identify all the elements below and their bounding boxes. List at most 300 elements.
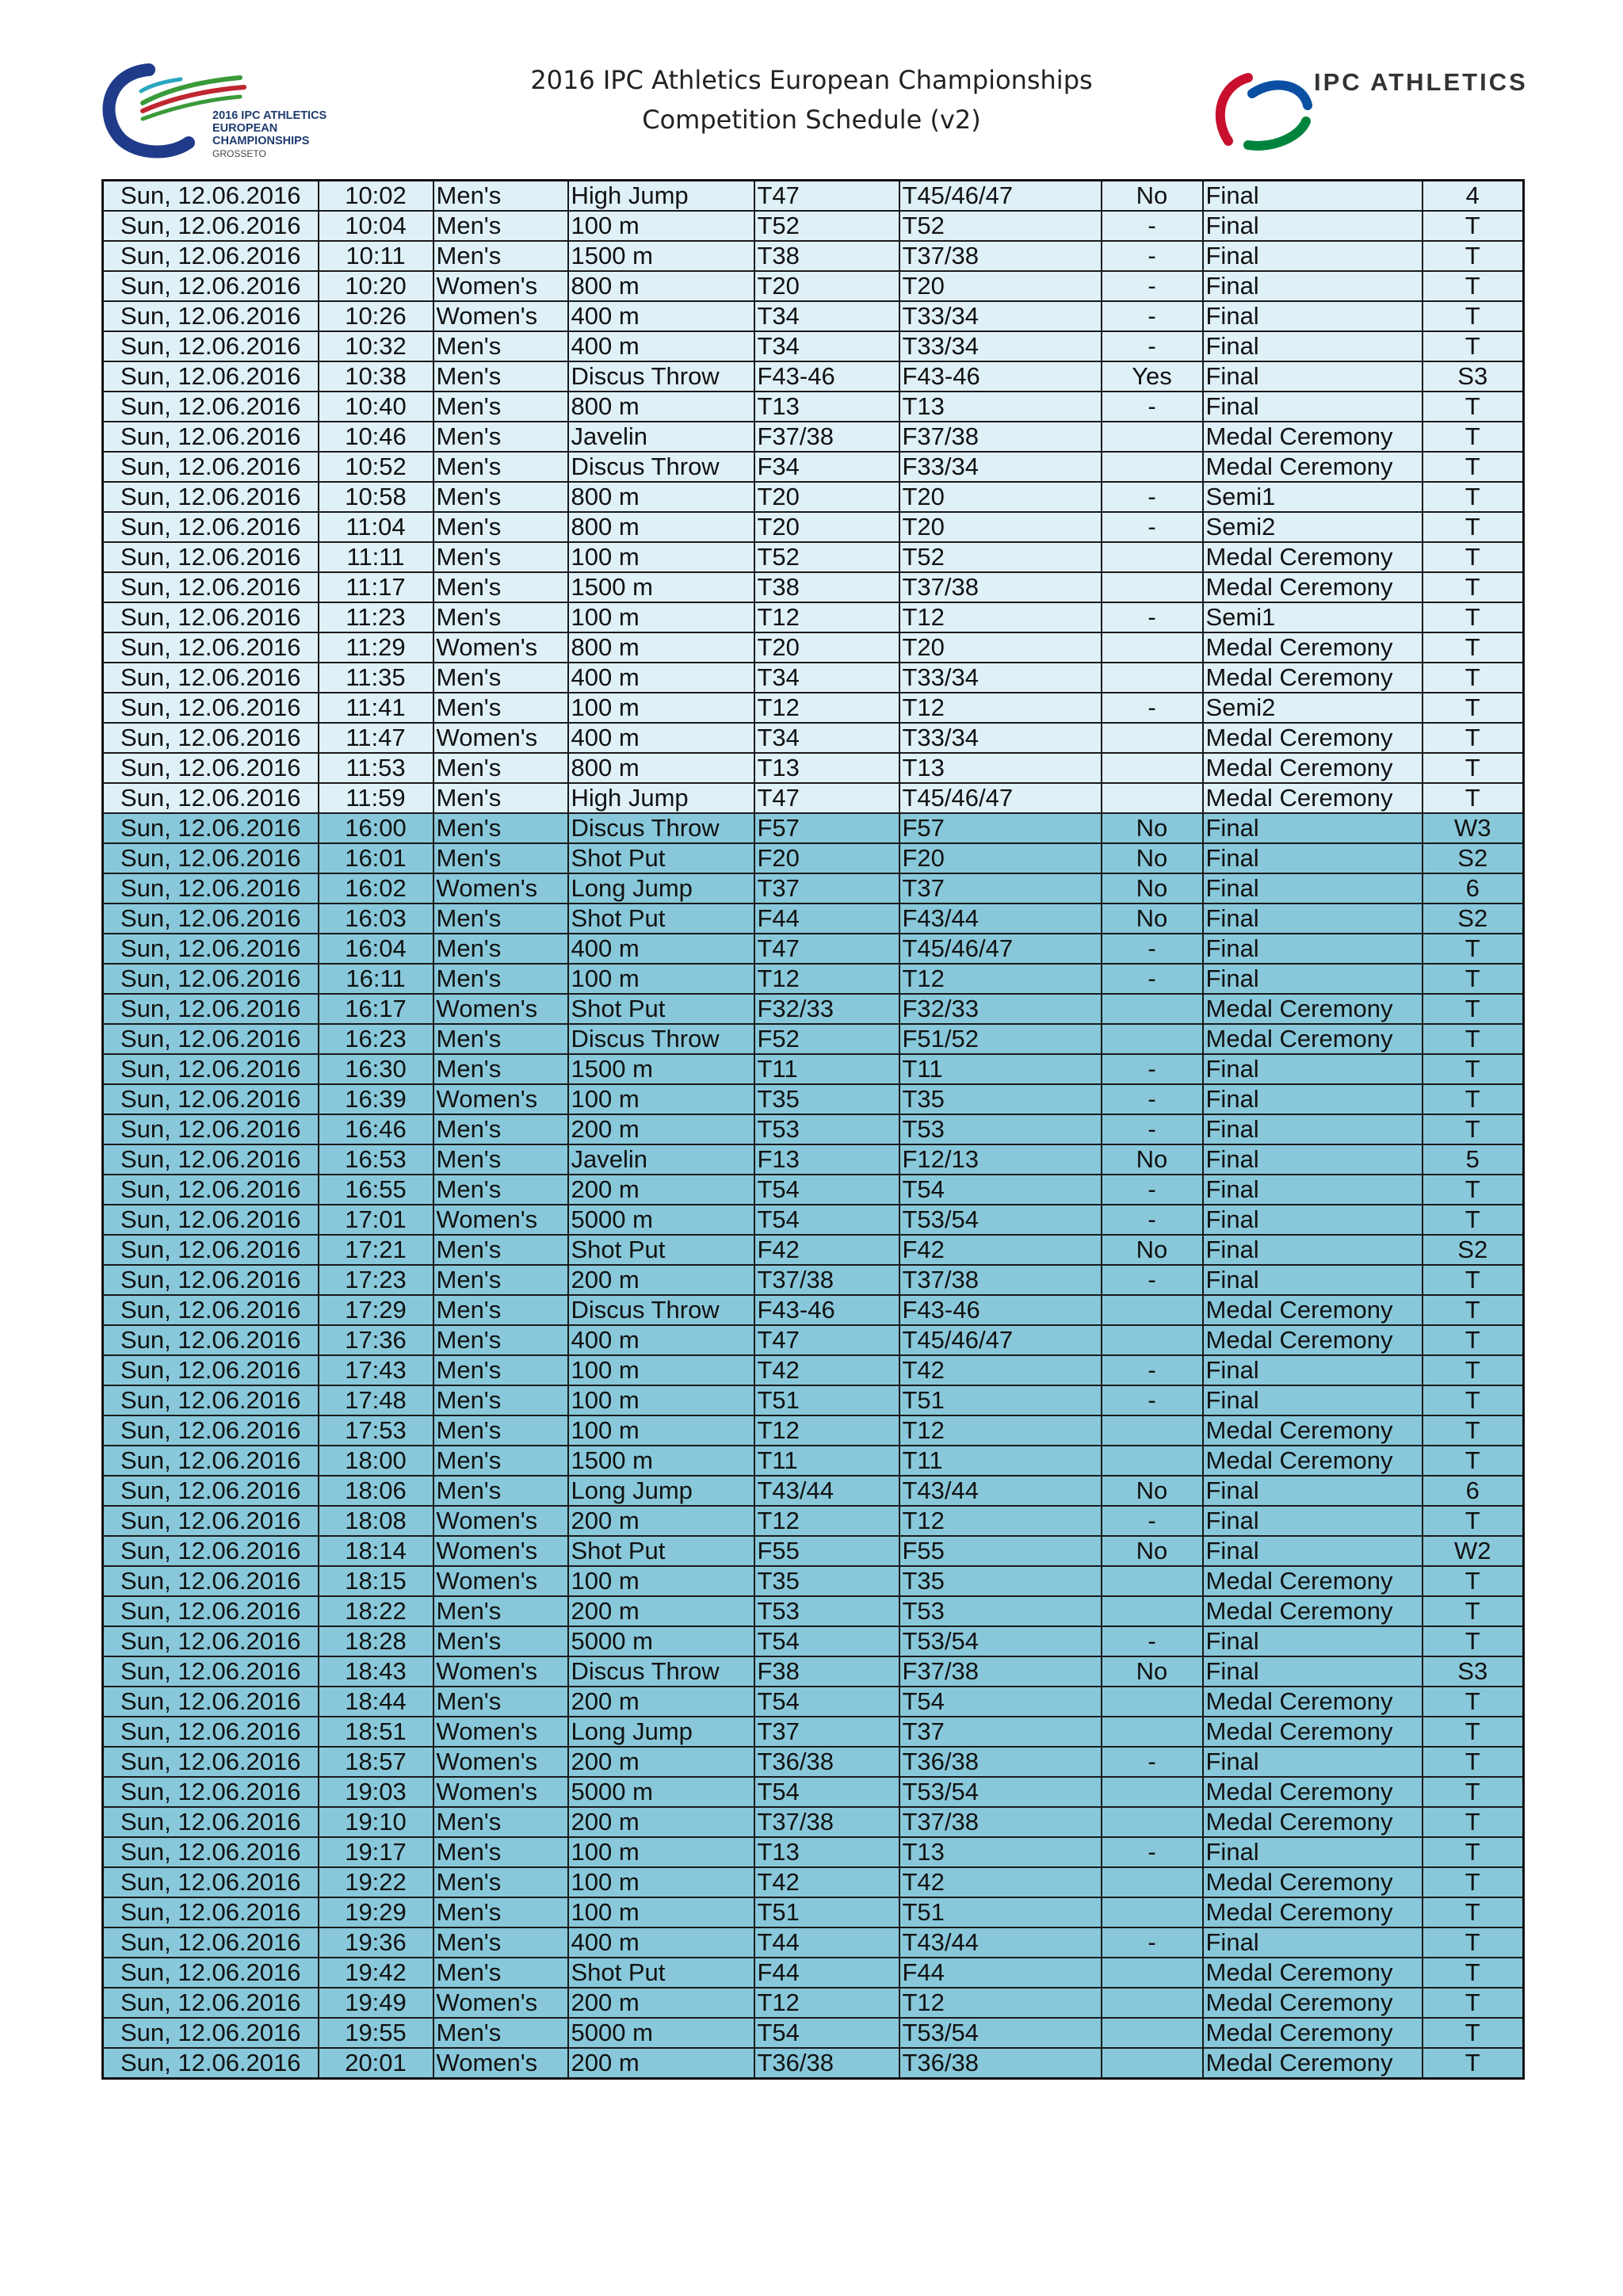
cell-wind: - (1102, 934, 1203, 964)
cell-gender: Women's (433, 1747, 568, 1777)
cell-location: T (1423, 512, 1524, 542)
cell-date: Sun, 12.06.2016 (103, 361, 319, 392)
cell-wind: - (1102, 1265, 1203, 1295)
cell-gender: Men's (433, 1175, 568, 1205)
cell-wind: No (1102, 1144, 1203, 1175)
cell-date: Sun, 12.06.2016 (103, 1626, 319, 1656)
cell-time: 19:42 (319, 1958, 433, 1988)
cell-event: Shot Put (568, 1958, 754, 1988)
cell-class: T51 (754, 1897, 899, 1927)
cell-round: Medal Ceremony (1203, 1566, 1423, 1596)
cell-round: Medal Ceremony (1203, 1596, 1423, 1626)
cell-time: 19:17 (319, 1837, 433, 1867)
table-row (103, 1024, 1524, 1054)
cell-date: Sun, 12.06.2016 (103, 1385, 319, 1415)
cell-round: Final (1203, 1084, 1423, 1114)
cell-location: T (1423, 994, 1524, 1024)
cell-date: Sun, 12.06.2016 (103, 783, 319, 813)
cell-date: Sun, 12.06.2016 (103, 693, 319, 723)
cell-time: 11:41 (319, 693, 433, 723)
cell-date: Sun, 12.06.2016 (103, 331, 319, 361)
table-row (103, 602, 1524, 632)
cell-round: Final (1203, 1837, 1423, 1867)
cell-date: Sun, 12.06.2016 (103, 572, 319, 602)
cell-round: Semi2 (1203, 512, 1423, 542)
cell-round: Medal Ceremony (1203, 2018, 1423, 2048)
cell-event: Shot Put (568, 904, 754, 934)
cell-time: 11:23 (319, 602, 433, 632)
cell-gender: Men's (433, 422, 568, 452)
cell-round: Semi1 (1203, 602, 1423, 632)
cell-date: Sun, 12.06.2016 (103, 1777, 319, 1807)
cell-date: Sun, 12.06.2016 (103, 1596, 319, 1626)
cell-class: T20 (754, 512, 899, 542)
cell-round: Final (1203, 813, 1423, 843)
cell-gender: Men's (433, 964, 568, 994)
cell-class: F20 (754, 843, 899, 873)
cell-wind (1102, 422, 1203, 452)
cell-classes: T33/34 (899, 301, 1102, 331)
table-row (103, 1566, 1524, 1596)
cell-class: T13 (754, 753, 899, 783)
cell-date: Sun, 12.06.2016 (103, 1897, 319, 1927)
cell-classes: T52 (899, 211, 1102, 241)
cell-event: 100 m (568, 542, 754, 572)
cell-gender: Men's (433, 211, 568, 241)
cell-date: Sun, 12.06.2016 (103, 1235, 319, 1265)
cell-classes: T20 (899, 632, 1102, 663)
cell-time: 17:36 (319, 1325, 433, 1355)
cell-date: Sun, 12.06.2016 (103, 1355, 319, 1385)
cell-wind: No (1102, 181, 1203, 212)
cell-location: T (1423, 1717, 1524, 1747)
table-row (103, 1717, 1524, 1747)
cell-class: F52 (754, 1024, 899, 1054)
cell-class: F43-46 (754, 1295, 899, 1325)
table-row (103, 271, 1524, 301)
cell-gender: Men's (433, 783, 568, 813)
cell-gender: Men's (433, 181, 568, 212)
cell-gender: Men's (433, 331, 568, 361)
cell-date: Sun, 12.06.2016 (103, 1807, 319, 1837)
cell-time: 11:59 (319, 783, 433, 813)
cell-location: T (1423, 452, 1524, 482)
table-row (103, 1325, 1524, 1355)
cell-event: 5000 m (568, 1626, 754, 1656)
cell-class: T20 (754, 482, 899, 512)
table-row (103, 211, 1524, 241)
cell-wind: No (1102, 813, 1203, 843)
cell-location: T (1423, 1415, 1524, 1446)
cell-date: Sun, 12.06.2016 (103, 1656, 319, 1687)
cell-gender: Men's (433, 1687, 568, 1717)
cell-wind (1102, 1024, 1203, 1054)
cell-gender: Women's (433, 2048, 568, 2079)
cell-round: Medal Ceremony (1203, 1717, 1423, 1747)
cell-event: 200 m (568, 1596, 754, 1626)
cell-class: T12 (754, 1506, 899, 1536)
cell-classes: T54 (899, 1175, 1102, 1205)
cell-event: 100 m (568, 1867, 754, 1897)
cell-gender: Men's (433, 1837, 568, 1867)
cell-date: Sun, 12.06.2016 (103, 1024, 319, 1054)
cell-round: Medal Ceremony (1203, 723, 1423, 753)
cell-wind: No (1102, 873, 1203, 904)
cell-event: Discus Throw (568, 452, 754, 482)
cell-class: F44 (754, 1958, 899, 1988)
cell-event: 400 m (568, 331, 754, 361)
cell-class: T12 (754, 1415, 899, 1446)
cell-event: 800 m (568, 271, 754, 301)
cell-date: Sun, 12.06.2016 (103, 723, 319, 753)
cell-location: T (1423, 2018, 1524, 2048)
cell-date: Sun, 12.06.2016 (103, 1144, 319, 1175)
cell-time: 18:57 (319, 1747, 433, 1777)
cell-date: Sun, 12.06.2016 (103, 1988, 319, 2018)
cell-class: T35 (754, 1084, 899, 1114)
table-row (103, 904, 1524, 934)
cell-event: 1500 m (568, 1446, 754, 1476)
cell-event: 400 m (568, 301, 754, 331)
cell-classes: T33/34 (899, 723, 1102, 753)
cell-time: 17:43 (319, 1355, 433, 1385)
cell-location: T (1423, 392, 1524, 422)
cell-time: 16:39 (319, 1084, 433, 1114)
cell-date: Sun, 12.06.2016 (103, 542, 319, 572)
cell-event: 800 m (568, 632, 754, 663)
cell-round: Medal Ceremony (1203, 1415, 1423, 1446)
cell-class: F44 (754, 904, 899, 934)
cell-location: T (1423, 1626, 1524, 1656)
table-row (103, 1265, 1524, 1295)
cell-round: Final (1203, 964, 1423, 994)
cell-classes: F43-46 (899, 1295, 1102, 1325)
table-row (103, 452, 1524, 482)
cell-round: Final (1203, 271, 1423, 301)
cell-gender: Men's (433, 1325, 568, 1355)
cell-classes: F42 (899, 1235, 1102, 1265)
cell-event: High Jump (568, 783, 754, 813)
cell-class: T52 (754, 211, 899, 241)
cell-time: 19:22 (319, 1867, 433, 1897)
cell-gender: Men's (433, 1927, 568, 1958)
cell-event: Discus Throw (568, 361, 754, 392)
cell-event: 200 m (568, 1114, 754, 1144)
cell-round: Medal Ceremony (1203, 452, 1423, 482)
cell-wind (1102, 1415, 1203, 1446)
cell-event: 100 m (568, 1837, 754, 1867)
cell-classes: T53/54 (899, 1205, 1102, 1235)
cell-time: 16:17 (319, 994, 433, 1024)
table-row (103, 1656, 1524, 1687)
cell-round: Semi2 (1203, 693, 1423, 723)
table-row (103, 813, 1524, 843)
cell-location: T (1423, 572, 1524, 602)
cell-class: T34 (754, 663, 899, 693)
cell-classes: T37 (899, 1717, 1102, 1747)
cell-round: Medal Ceremony (1203, 1807, 1423, 1837)
cell-location: T (1423, 1807, 1524, 1837)
cell-round: Final (1203, 873, 1423, 904)
cell-location: S2 (1423, 904, 1524, 934)
cell-gender: Women's (433, 271, 568, 301)
cell-location: 4 (1423, 181, 1524, 212)
cell-gender: Men's (433, 1626, 568, 1656)
title-line-2: Competition Schedule (v2) (642, 105, 981, 135)
cell-date: Sun, 12.06.2016 (103, 1446, 319, 1476)
cell-class: T54 (754, 2018, 899, 2048)
cell-location: T (1423, 211, 1524, 241)
cell-time: 16:03 (319, 904, 433, 934)
cell-date: Sun, 12.06.2016 (103, 1717, 319, 1747)
cell-wind: - (1102, 1114, 1203, 1144)
cell-time: 10:46 (319, 422, 433, 452)
cell-gender: Men's (433, 904, 568, 934)
cell-wind (1102, 994, 1203, 1024)
table-row (103, 1205, 1524, 1235)
cell-class: F13 (754, 1144, 899, 1175)
cell-time: 20:01 (319, 2048, 433, 2079)
cell-date: Sun, 12.06.2016 (103, 1927, 319, 1958)
cell-round: Medal Ceremony (1203, 572, 1423, 602)
cell-time: 17:53 (319, 1415, 433, 1446)
cell-gender: Women's (433, 1777, 568, 1807)
cell-round: Final (1203, 1144, 1423, 1175)
cell-classes: T12 (899, 964, 1102, 994)
cell-location: T (1423, 1265, 1524, 1295)
cell-location: T (1423, 1506, 1524, 1536)
cell-round: Final (1203, 1265, 1423, 1295)
cell-classes: F33/34 (899, 452, 1102, 482)
table-row (103, 1355, 1524, 1385)
cell-round: Medal Ceremony (1203, 1867, 1423, 1897)
cell-round: Final (1203, 392, 1423, 422)
cell-location: T (1423, 1084, 1524, 1114)
cell-date: Sun, 12.06.2016 (103, 632, 319, 663)
cell-time: 16:11 (319, 964, 433, 994)
cell-class: F37/38 (754, 422, 899, 452)
cell-wind: No (1102, 1476, 1203, 1506)
cell-classes: F37/38 (899, 422, 1102, 452)
cell-classes: T53 (899, 1596, 1102, 1626)
cell-location: S3 (1423, 361, 1524, 392)
cell-wind: - (1102, 512, 1203, 542)
cell-time: 18:22 (319, 1596, 433, 1626)
cell-gender: Women's (433, 723, 568, 753)
cell-event: 800 m (568, 482, 754, 512)
cell-classes: T33/34 (899, 331, 1102, 361)
cell-round: Final (1203, 1656, 1423, 1687)
cell-round: Final (1203, 1175, 1423, 1205)
cell-classes: T45/46/47 (899, 1325, 1102, 1355)
cell-gender: Men's (433, 934, 568, 964)
cell-gender: Men's (433, 1235, 568, 1265)
cell-location: T (1423, 1747, 1524, 1777)
cell-date: Sun, 12.06.2016 (103, 1084, 319, 1114)
cell-round: Semi1 (1203, 482, 1423, 512)
cell-gender: Men's (433, 452, 568, 482)
cell-event: 1500 m (568, 1054, 754, 1084)
cell-class: T11 (754, 1054, 899, 1084)
cell-gender: Men's (433, 1024, 568, 1054)
cell-date: Sun, 12.06.2016 (103, 994, 319, 1024)
cell-wind: - (1102, 1506, 1203, 1536)
table-row (103, 422, 1524, 452)
cell-event: 200 m (568, 1807, 754, 1837)
cell-classes: T11 (899, 1446, 1102, 1476)
cell-location: T (1423, 1114, 1524, 1144)
cell-round: Final (1203, 1054, 1423, 1084)
cell-event: Javelin (568, 1144, 754, 1175)
cell-class: T54 (754, 1626, 899, 1656)
cell-time: 17:23 (319, 1265, 433, 1295)
table-row (103, 331, 1524, 361)
cell-wind: - (1102, 392, 1203, 422)
cell-round: Final (1203, 1385, 1423, 1415)
cell-gender: Women's (433, 1506, 568, 1536)
cell-date: Sun, 12.06.2016 (103, 1687, 319, 1717)
cell-class: T34 (754, 723, 899, 753)
cell-gender: Men's (433, 602, 568, 632)
cell-date: Sun, 12.06.2016 (103, 1175, 319, 1205)
cell-event: 400 m (568, 1325, 754, 1355)
cell-classes: T36/38 (899, 1747, 1102, 1777)
cell-gender: Men's (433, 512, 568, 542)
cell-location: S2 (1423, 1235, 1524, 1265)
cell-location: T (1423, 1988, 1524, 2018)
cell-class: T37/38 (754, 1265, 899, 1295)
cell-time: 18:51 (319, 1717, 433, 1747)
cell-event: 800 m (568, 512, 754, 542)
cell-event: 1500 m (568, 241, 754, 271)
cell-round: Final (1203, 1476, 1423, 1506)
cell-classes: T12 (899, 1506, 1102, 1536)
cell-event: Discus Throw (568, 1024, 754, 1054)
cell-gender: Women's (433, 873, 568, 904)
cell-wind (1102, 632, 1203, 663)
cell-wind: - (1102, 1084, 1203, 1114)
cell-wind: No (1102, 1656, 1203, 1687)
cell-round: Medal Ceremony (1203, 1777, 1423, 1807)
table-row (103, 392, 1524, 422)
cell-location: T (1423, 1385, 1524, 1415)
cell-time: 11:04 (319, 512, 433, 542)
cell-date: Sun, 12.06.2016 (103, 1295, 319, 1325)
cell-location: T (1423, 1566, 1524, 1596)
cell-wind (1102, 1777, 1203, 1807)
cell-class: T38 (754, 241, 899, 271)
table-row (103, 361, 1524, 392)
cell-location: T (1423, 1687, 1524, 1717)
cell-location: T (1423, 934, 1524, 964)
cell-gender: Men's (433, 1295, 568, 1325)
cell-class: T34 (754, 301, 899, 331)
cell-round: Medal Ceremony (1203, 753, 1423, 783)
cell-classes: T43/44 (899, 1476, 1102, 1506)
cell-round: Medal Ceremony (1203, 1897, 1423, 1927)
cell-wind (1102, 1325, 1203, 1355)
cell-time: 16:02 (319, 873, 433, 904)
cell-date: Sun, 12.06.2016 (103, 1867, 319, 1897)
cell-time: 18:44 (319, 1687, 433, 1717)
cell-wind (1102, 2018, 1203, 2048)
cell-classes: T45/46/47 (899, 934, 1102, 964)
cell-class: T42 (754, 1867, 899, 1897)
cell-class: F32/33 (754, 994, 899, 1024)
cell-wind: - (1102, 271, 1203, 301)
cell-gender: Men's (433, 2018, 568, 2048)
table-row (103, 542, 1524, 572)
cell-classes: T37/38 (899, 572, 1102, 602)
table-row (103, 1144, 1524, 1175)
cell-round: Final (1203, 1536, 1423, 1566)
cell-wind (1102, 452, 1203, 482)
cell-wind: - (1102, 301, 1203, 331)
cell-wind: - (1102, 964, 1203, 994)
cell-event: 5000 m (568, 1777, 754, 1807)
cell-gender: Men's (433, 392, 568, 422)
cell-gender: Men's (433, 1114, 568, 1144)
cell-event: Discus Throw (568, 813, 754, 843)
cell-date: Sun, 12.06.2016 (103, 211, 319, 241)
cell-round: Medal Ceremony (1203, 1446, 1423, 1476)
cell-wind (1102, 572, 1203, 602)
table-row (103, 632, 1524, 663)
cell-event: 5000 m (568, 2018, 754, 2048)
cell-class: T36/38 (754, 2048, 899, 2079)
cell-gender: Men's (433, 813, 568, 843)
cell-location: W3 (1423, 813, 1524, 843)
cell-class: T43/44 (754, 1476, 899, 1506)
cell-round: Final (1203, 934, 1423, 964)
cell-event: 200 m (568, 1687, 754, 1717)
cell-round: Final (1203, 211, 1423, 241)
cell-classes: T36/38 (899, 2048, 1102, 2079)
cell-wind: - (1102, 1837, 1203, 1867)
cell-time: 16:00 (319, 813, 433, 843)
cell-event: Long Jump (568, 1717, 754, 1747)
cell-round: Final (1203, 1927, 1423, 1958)
cell-classes: T37/38 (899, 241, 1102, 271)
cell-round: Medal Ceremony (1203, 1958, 1423, 1988)
cell-date: Sun, 12.06.2016 (103, 964, 319, 994)
cell-date: Sun, 12.06.2016 (103, 512, 319, 542)
cell-event: 200 m (568, 1506, 754, 1536)
cell-class: F34 (754, 452, 899, 482)
cell-location: T (1423, 1355, 1524, 1385)
cell-location: T (1423, 1446, 1524, 1476)
cell-classes: T45/46/47 (899, 181, 1102, 212)
cell-class: F42 (754, 1235, 899, 1265)
cell-class: T51 (754, 1385, 899, 1415)
cell-time: 11:53 (319, 753, 433, 783)
cell-time: 18:28 (319, 1626, 433, 1656)
cell-location: T (1423, 301, 1524, 331)
cell-time: 10:26 (319, 301, 433, 331)
cell-location: T (1423, 632, 1524, 663)
table-row (103, 1927, 1524, 1958)
cell-time: 17:48 (319, 1385, 433, 1415)
cell-event: 400 m (568, 663, 754, 693)
table-row (103, 663, 1524, 693)
cell-classes: T11 (899, 1054, 1102, 1084)
cell-event: 100 m (568, 602, 754, 632)
cell-classes: T20 (899, 271, 1102, 301)
table-row (103, 1958, 1524, 1988)
cell-classes: T13 (899, 1837, 1102, 1867)
cell-gender: Men's (433, 1807, 568, 1837)
cell-event: 100 m (568, 964, 754, 994)
